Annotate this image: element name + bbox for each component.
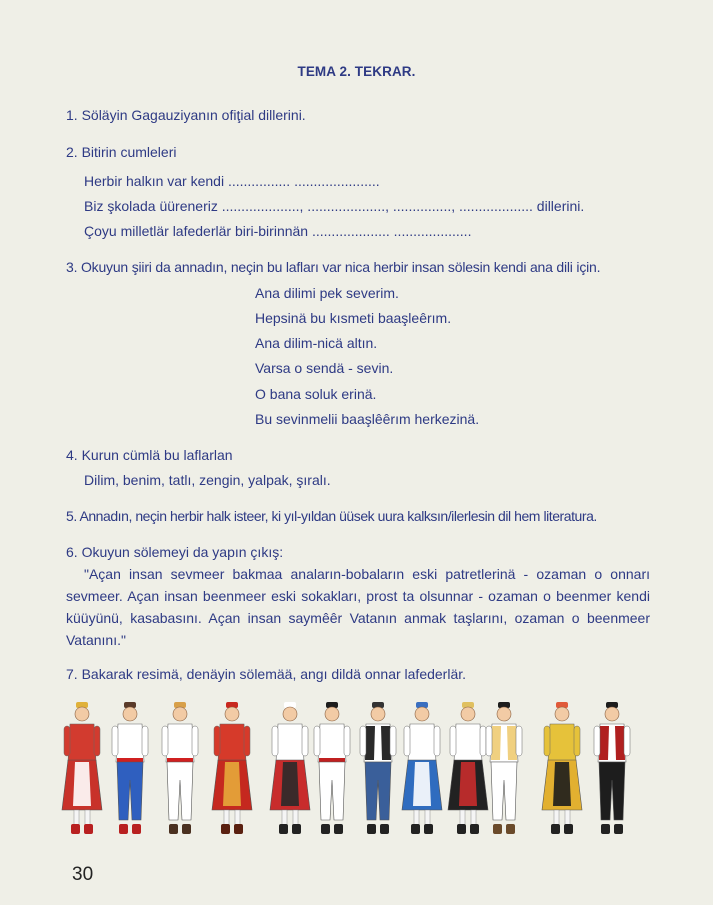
left-boot (221, 824, 230, 834)
right-arm (94, 726, 100, 756)
apron (223, 762, 241, 806)
costume-figure (594, 702, 630, 834)
page-title: TEMA 2. TEKRAR. (297, 64, 416, 79)
exercise-3-heading: 3. Okuyun şiiri da annadın, neçin bu lafları var nica herbir insan sölesin kendi ana dili için. (66, 259, 601, 275)
shirt (218, 724, 246, 762)
left-arm (594, 726, 600, 756)
shirt (408, 724, 436, 762)
head (461, 707, 475, 721)
shirt (68, 724, 96, 762)
left-arm (544, 726, 550, 756)
exercise-2-line-3: Çoyu milletlär lafederlär biri-birinnän .................... .................... (84, 223, 472, 239)
quote-text: "Açan insan sevmeer bakmaa anaların-bobaların eski patretlerinä - ozaman o onnarı sevmeer. Açan insan beenmeer eski sokakları, prost ta olsunnar - ozaman o beenmer kendi küüyünü, kasabasını. Açan insan saymêêr Vatanın anmak taşlarını, ozaman o beenmeer Vatanını." (66, 566, 650, 648)
right-arm (624, 726, 630, 756)
left-boot (601, 824, 610, 834)
trousers (319, 762, 345, 820)
head (415, 707, 429, 721)
apron (459, 762, 477, 806)
trousers (491, 762, 517, 820)
costume-figure (162, 702, 198, 834)
poem-line-3: Ana dilim-nicä altın. (255, 335, 378, 351)
head (325, 707, 339, 721)
exercise-6-quote (66, 563, 650, 651)
right-arm (516, 726, 522, 756)
right-boot (470, 824, 479, 834)
left-boot (551, 824, 560, 834)
left-boot (119, 824, 128, 834)
left-arm (214, 726, 220, 756)
left-boot (493, 824, 502, 834)
left-arm (64, 726, 70, 756)
exercise-4-heading: 4. Kurun cümlä bu laflarlan (66, 447, 233, 463)
head (371, 707, 385, 721)
right-arm (434, 726, 440, 756)
apron (73, 762, 91, 806)
left-boot (457, 824, 466, 834)
costume-figure (212, 702, 252, 834)
right-boot (84, 824, 93, 834)
right-arm (192, 726, 198, 756)
shirt (166, 724, 194, 762)
right-arm (142, 726, 148, 756)
left-arm (162, 726, 168, 756)
left-boot (279, 824, 288, 834)
right-boot (506, 824, 515, 834)
left-arm (486, 726, 492, 756)
left-boot (321, 824, 330, 834)
right-boot (132, 824, 141, 834)
shirt (548, 724, 576, 762)
costume-figure (542, 702, 582, 834)
costume-figure (448, 702, 488, 834)
page-number: 30 (72, 864, 94, 885)
apron (553, 762, 571, 806)
left-arm (450, 726, 456, 756)
right-boot (182, 824, 191, 834)
right-boot (334, 824, 343, 834)
costume-figure (270, 702, 310, 834)
costume-figure (360, 702, 396, 834)
head (283, 707, 297, 721)
head (225, 707, 239, 721)
head (605, 707, 619, 721)
right-arm (244, 726, 250, 756)
shirt (276, 724, 304, 762)
trousers (117, 762, 143, 820)
left-arm (404, 726, 410, 756)
head (123, 707, 137, 721)
head (497, 707, 511, 721)
shirt (116, 724, 144, 762)
apron (281, 762, 299, 806)
right-arm (390, 726, 396, 756)
left-arm (272, 726, 278, 756)
apron (413, 762, 431, 806)
right-boot (234, 824, 243, 834)
exercise-1: 1. Söläyin Gagauziyanın ofiţial dillerini. (66, 107, 306, 123)
exercise-2-line-1: Herbir halkın var kendi ................ ...................... (84, 173, 380, 189)
right-arm (302, 726, 308, 756)
exercise-2-heading: 2. Bitirin cumleleri (66, 144, 177, 160)
exercise-7: 7. Bakarak resimä, denäyin sölemää, angı dildä onnar lafederlär. (66, 666, 467, 682)
left-boot (71, 824, 80, 834)
left-arm (360, 726, 366, 756)
exercise-2-line-2: Biz şkolada üüreneriz ...................., ...................., ..............., ................... dillerini. (84, 198, 585, 214)
trousers (365, 762, 391, 820)
right-arm (480, 726, 486, 756)
folk-costumes-illustration (60, 700, 660, 845)
costume-figure (314, 702, 350, 834)
left-arm (112, 726, 118, 756)
right-boot (380, 824, 389, 834)
poem-line-1: Ana dilimi pek severim. (255, 285, 399, 301)
exercise-5: 5. Annadın, neçin herbir halk isteer, ki yıl-yıldan üüsek uura kalksın/ilerlesin dil hem literatura. (66, 508, 597, 524)
costume-figure (112, 702, 148, 834)
left-arm (314, 726, 320, 756)
poem-line-4: Varsa o sendä - sevin. (255, 360, 394, 376)
poem-line-6: Bu sevinmelii baaşlêêrım herkezinä. (255, 411, 480, 427)
shirt (454, 724, 482, 762)
head (555, 707, 569, 721)
right-boot (424, 824, 433, 834)
poem-line-5: O bana soluk erinä. (255, 386, 377, 402)
exercise-6-heading: 6. Okuyun sölemeyi da yapın çıkış: (66, 544, 284, 560)
right-boot (614, 824, 623, 834)
costume-figure (486, 702, 522, 834)
right-boot (564, 824, 573, 834)
costume-figure (402, 702, 442, 834)
head (173, 707, 187, 721)
left-boot (367, 824, 376, 834)
left-boot (169, 824, 178, 834)
costume-figure (62, 702, 102, 834)
exercise-4-words: Dilim, benim, tatlı, zengin, yalpak, şıralı. (84, 472, 331, 488)
trousers (599, 762, 625, 820)
left-boot (411, 824, 420, 834)
right-arm (344, 726, 350, 756)
poem-line-2: Hepsinä bu kısmeti baaşleêrım. (255, 310, 452, 326)
shirt (318, 724, 346, 762)
right-arm (574, 726, 580, 756)
right-boot (292, 824, 301, 834)
head (75, 707, 89, 721)
trousers (167, 762, 193, 820)
